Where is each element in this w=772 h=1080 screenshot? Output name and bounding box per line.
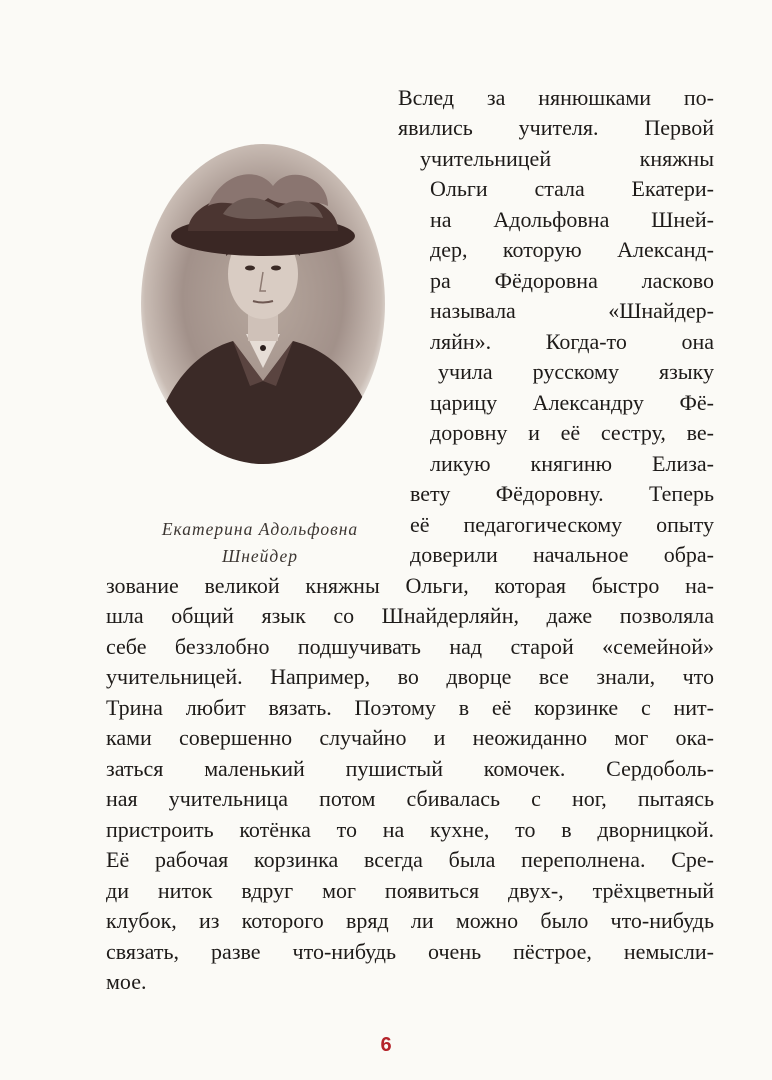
body-text-line: ди ниток вдруг мог появиться двух-, трёхцветный — [106, 878, 714, 903]
photo-caption — [126, 516, 394, 570]
body-text-line: ликую княгиню Елиза- — [430, 451, 714, 476]
body-text-line: зование великой княжны Ольги, которая быстро на- — [106, 573, 714, 598]
page-number: 6 — [380, 1034, 392, 1056]
body-text-line: Ольги стала Екатери- — [430, 176, 714, 201]
body-text-line: Её рабочая корзинка всегда была переполнена. Сре- — [106, 847, 714, 872]
body-text-line: ра Фёдоровна ласково — [430, 268, 714, 293]
body-text-line: явились учителя. Первой — [398, 115, 714, 140]
body-text-line: ная учительница потом сбивалась с ног, пытаясь — [106, 786, 714, 811]
body-text-line: Вслед за нянюшками по- — [398, 85, 714, 110]
body-text-line: доровну и её сестру, ве- — [430, 420, 714, 445]
body-text-line: пристроить котёнка то на кухне, то в дворницкой. — [106, 817, 714, 842]
body-text-line: доверили начальное обра- — [410, 542, 714, 567]
caption-line-1: Екатерина Адольфовна — [161, 519, 359, 539]
body-text-line: дер, которую Александ- — [430, 237, 714, 262]
body-text-line: шла общий язык со Шнайдерляйн, даже позволяла — [106, 603, 714, 628]
body-text-line: ками совершенно случайно и неожиданно мог ока- — [106, 725, 714, 750]
body-text-line: учила русскому языку — [438, 359, 714, 384]
body-text-line: Трина любит вязать. Поэтому в её корзинке с нит- — [106, 695, 714, 720]
body-text-line: царицу Александру Фё- — [430, 390, 714, 415]
body-text-line: связать, разве что-нибудь очень пёстрое, немысли- — [106, 939, 714, 964]
body-text-line: учительницей. Например, во дворце все знали, что — [106, 664, 714, 689]
body-text-line: учительницей княжны — [420, 146, 714, 171]
body-text-line: заться маленький пушистый комочек. Сердоболь- — [106, 756, 714, 781]
portrait-photo — [138, 136, 388, 466]
caption-line-2: Шнейдер — [221, 546, 299, 566]
body-text-line: клубок, из которого вряд ли можно было что-нибудь — [106, 908, 714, 933]
body-text-line: называла «Шнайдер- — [430, 298, 714, 323]
body-text-line: мое. — [106, 969, 147, 994]
body-text-line: на Адольфовна Шней- — [430, 207, 714, 232]
body-text-line: вету Фёдоровну. Теперь — [410, 481, 714, 506]
body-text-line: её педагогическому опыту — [410, 512, 714, 537]
body-text-line: себе беззлобно подшучивать над старой «семейной» — [106, 634, 714, 659]
body-text-line: ляйн». Когда-то она — [430, 329, 714, 354]
